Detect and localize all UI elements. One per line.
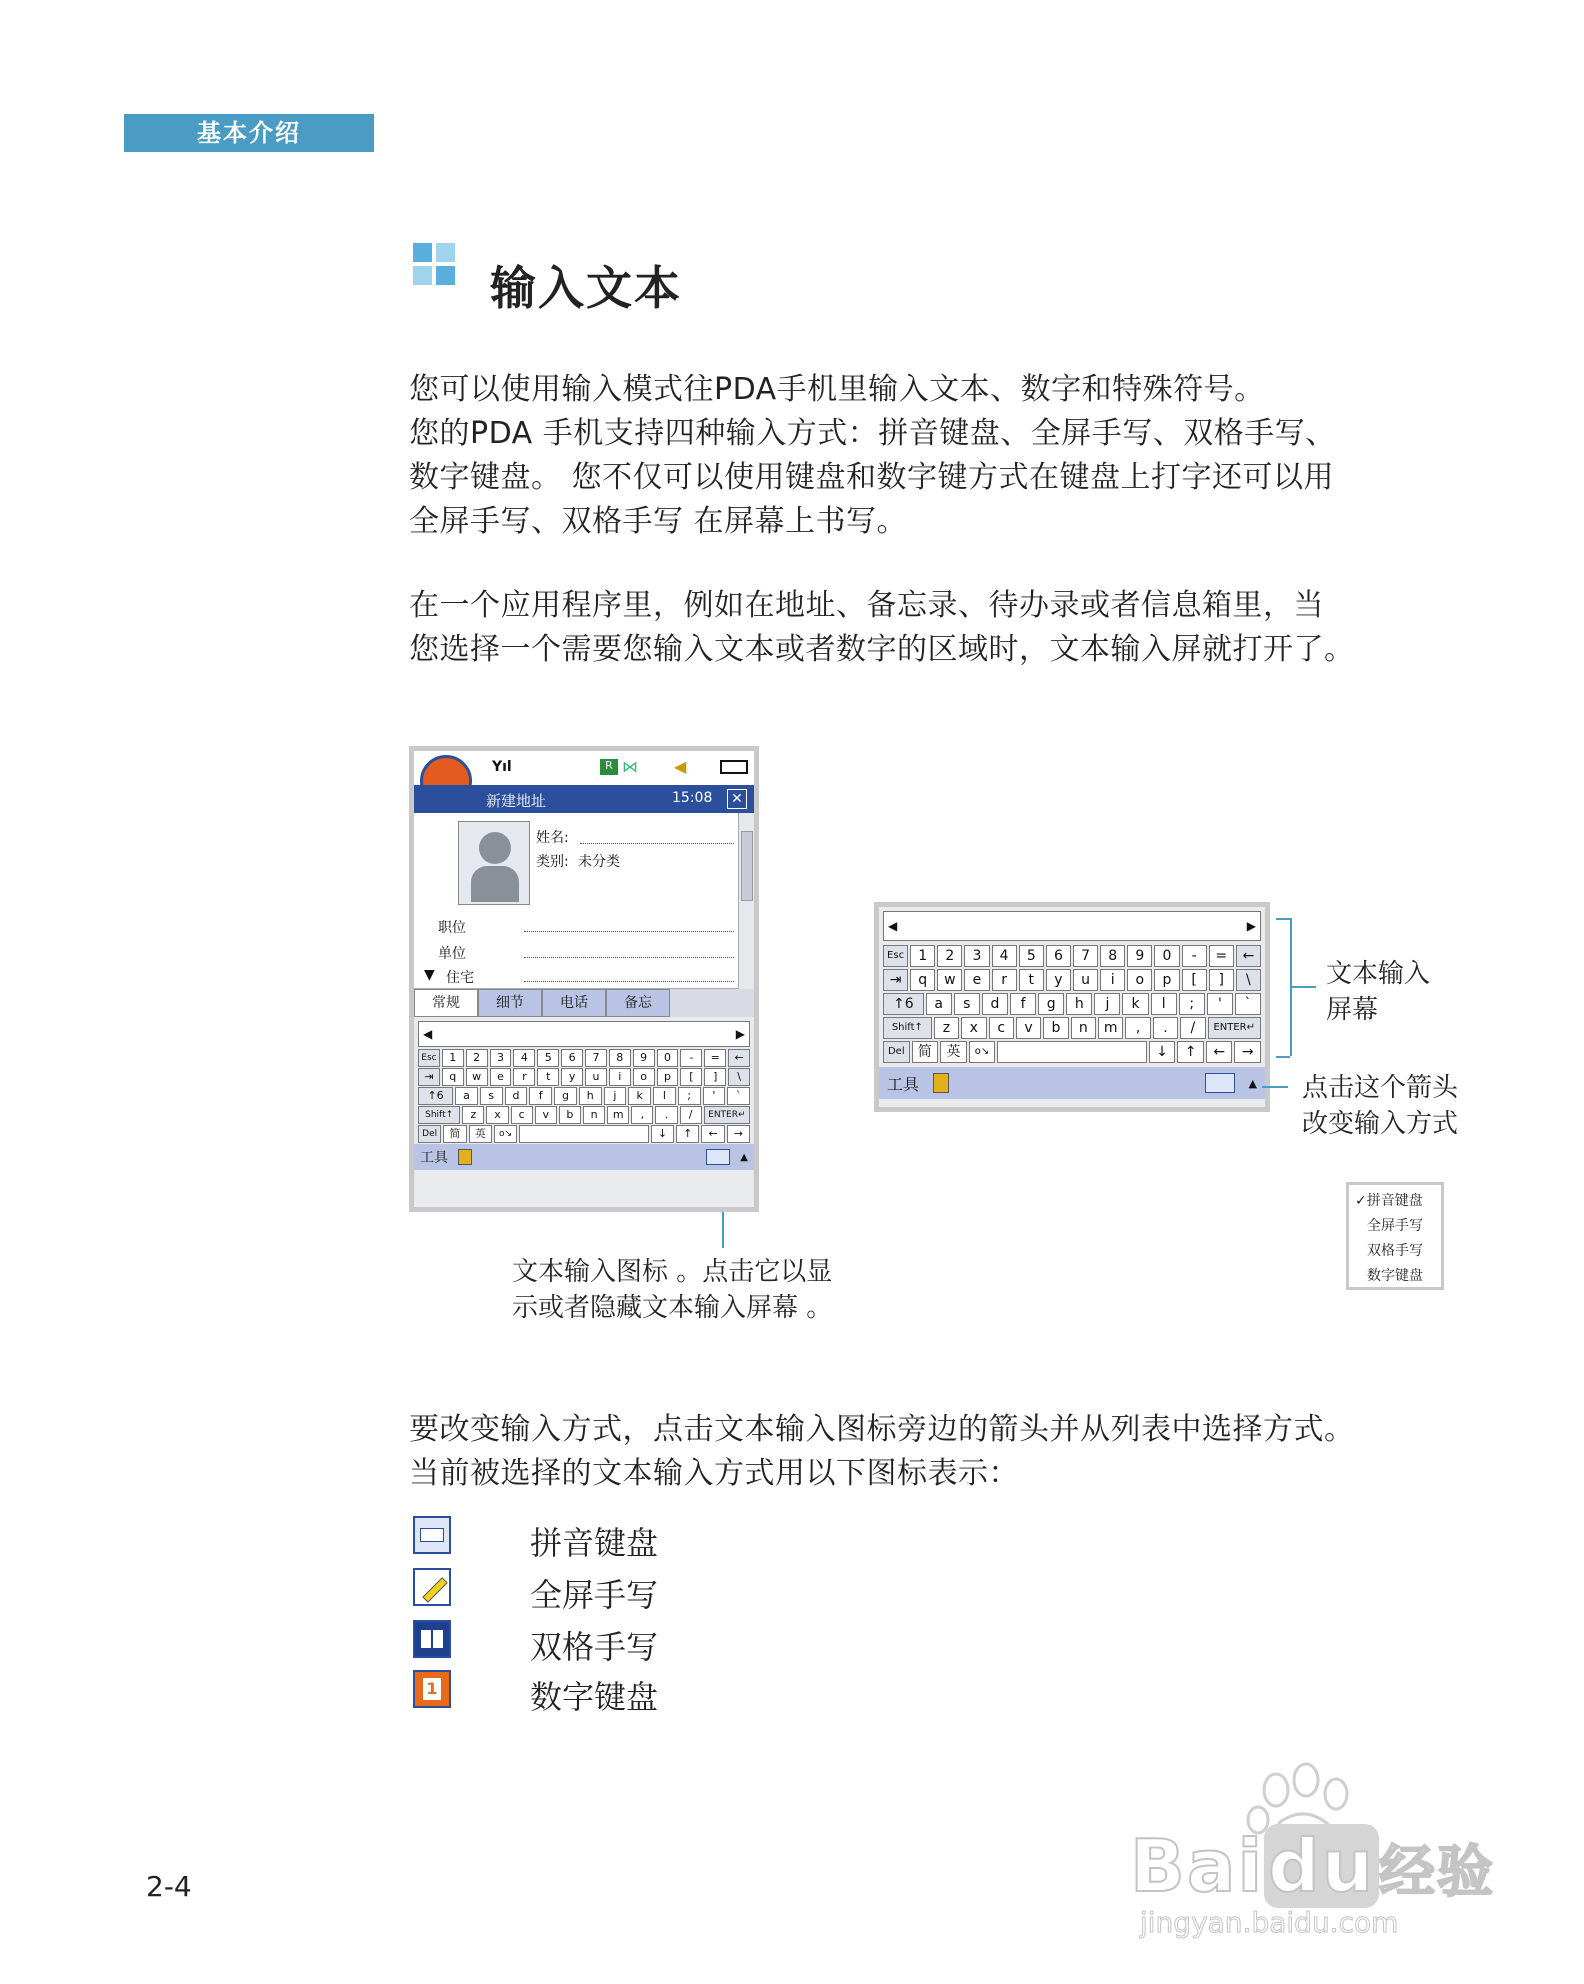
key[interactable]: f: [529, 1087, 552, 1105]
key[interactable]: w: [466, 1068, 488, 1086]
key[interactable]: ]: [1209, 969, 1234, 991]
tab-details[interactable]: 细节: [478, 989, 542, 1017]
key[interactable]: ENTER↵: [1208, 1017, 1261, 1039]
keyboard-icon[interactable]: [706, 1149, 730, 1165]
key[interactable]: h: [579, 1087, 602, 1105]
key[interactable]: ': [1207, 993, 1233, 1015]
key[interactable]: b: [559, 1106, 581, 1124]
key[interactable]: y: [1046, 969, 1071, 991]
key[interactable]: 4: [992, 945, 1017, 967]
intro-line-4: 全屏手写、双格手写 在屏幕上书写。: [409, 504, 908, 539]
bracket-top: [1276, 918, 1290, 920]
space-key[interactable]: [519, 1125, 649, 1143]
key[interactable]: ,: [631, 1106, 653, 1124]
key[interactable]: v: [535, 1106, 557, 1124]
key[interactable]: o: [1127, 969, 1152, 991]
phone-screenshot: [409, 746, 759, 1212]
tab-general[interactable]: 常规: [414, 989, 478, 1017]
numeric-icon: 1: [413, 1670, 451, 1708]
watermark-brand-2: du: [1264, 1824, 1379, 1908]
key[interactable]: k: [628, 1087, 651, 1105]
category-value[interactable]: 未分类: [578, 854, 620, 870]
watermark-url: jingyan.baidu.com: [1140, 1906, 1399, 1939]
method-dual-label: 双格手写: [530, 1628, 659, 1666]
key[interactable]: ,: [1125, 1017, 1150, 1039]
menu-option-pinyin[interactable]: ✓拼音键盘: [1355, 1193, 1423, 1209]
key[interactable]: \: [1236, 969, 1261, 991]
key[interactable]: →: [1234, 1041, 1261, 1063]
tools-menu[interactable]: 工具: [887, 1074, 920, 1094]
key[interactable]: 1: [910, 945, 935, 967]
key[interactable]: p: [657, 1068, 679, 1086]
key[interactable]: k: [1122, 993, 1148, 1015]
key[interactable]: l: [1151, 993, 1177, 1015]
menu-option-dual[interactable]: 双格手写: [1367, 1243, 1423, 1259]
home-field[interactable]: [524, 981, 734, 982]
trash-icon[interactable]: [933, 1073, 949, 1093]
key[interactable]: ⇥: [418, 1068, 440, 1086]
key[interactable]: \: [728, 1068, 750, 1086]
bluetooth-icon: ⋈: [622, 757, 638, 776]
key[interactable]: Esc: [418, 1049, 440, 1067]
page-title: 输入文本: [490, 261, 682, 315]
method-line-2: 当前被选择的文本输入方式用以下图标表示：: [409, 1456, 1019, 1491]
field-company-label: 单位: [438, 946, 466, 962]
key[interactable]: z: [462, 1106, 484, 1124]
key[interactable]: →: [727, 1125, 750, 1143]
key[interactable]: [: [680, 1068, 702, 1086]
key[interactable]: g: [1038, 993, 1064, 1015]
signal-icon: Yıl: [492, 759, 512, 775]
key[interactable]: 7: [1073, 945, 1098, 967]
baidu-watermark: [1130, 1760, 1510, 1940]
key[interactable]: 9: [1127, 945, 1152, 967]
intro-line-3: 数字键盘。 您不仅可以使用键盘和数字键方式在键盘上打字还可以用: [409, 460, 1335, 495]
key[interactable]: =: [1209, 945, 1234, 967]
key[interactable]: /: [680, 1106, 702, 1124]
context-line-1: 在一个应用程序里，例如在地址、备忘录、待办录或者信息箱里，当: [409, 588, 1324, 623]
key[interactable]: s: [954, 993, 980, 1015]
key[interactable]: 英: [940, 1041, 967, 1063]
key[interactable]: -: [1182, 945, 1207, 967]
key[interactable]: .: [655, 1106, 677, 1124]
key[interactable]: c: [989, 1017, 1014, 1039]
key[interactable]: ↑6: [418, 1087, 453, 1105]
key[interactable]: `: [727, 1087, 750, 1105]
key[interactable]: e: [490, 1068, 512, 1086]
tab-memo[interactable]: 备忘: [606, 989, 670, 1017]
arrow-callout-line: [1262, 1086, 1288, 1088]
bottom-toolbar: [414, 1144, 754, 1170]
key[interactable]: ENTER↵: [704, 1106, 750, 1124]
key[interactable]: u: [585, 1068, 607, 1086]
battery-icon: [720, 760, 748, 774]
key[interactable]: 5: [1019, 945, 1044, 967]
intro-line-2: 您的PDA 手机支持四种输入方式：拼音键盘、全屏手写、双格手写、: [409, 416, 1336, 451]
key[interactable]: m: [607, 1106, 629, 1124]
field-title-label: 职位: [438, 920, 466, 936]
key[interactable]: ↑6: [883, 993, 924, 1015]
name-field[interactable]: [580, 843, 734, 844]
key[interactable]: o: [633, 1068, 655, 1086]
chevron-down-icon[interactable]: ▼: [424, 967, 435, 983]
key[interactable]: 9: [633, 1049, 655, 1067]
key[interactable]: t: [1019, 969, 1044, 991]
key[interactable]: 8: [609, 1049, 631, 1067]
caret-up-icon[interactable]: ▲: [1248, 1076, 1257, 1090]
menu-option-fullscreen[interactable]: 全屏手写: [1367, 1218, 1423, 1234]
pencil-icon: [413, 1568, 451, 1606]
key[interactable]: l: [653, 1087, 676, 1105]
key[interactable]: x: [486, 1106, 508, 1124]
heading-icon: [413, 243, 457, 287]
bottom-toolbar: [879, 1067, 1265, 1099]
space-key[interactable]: [997, 1041, 1146, 1063]
input-method-menu: [1346, 1182, 1444, 1290]
roaming-icon: R: [600, 759, 618, 775]
key[interactable]: `: [1235, 993, 1261, 1015]
tools-menu[interactable]: 工具: [420, 1150, 448, 1166]
key[interactable]: u: [1073, 969, 1098, 991]
watermark-brand: Bai: [1130, 1824, 1265, 1908]
candidate-bar[interactable]: [418, 1021, 750, 1047]
key[interactable]: 8: [1100, 945, 1125, 967]
arrow-hint-line-2: 改变输入方式: [1302, 1109, 1459, 1139]
key[interactable]: n: [583, 1106, 605, 1124]
key[interactable]: 0: [657, 1049, 679, 1067]
key[interactable]: Shift↑: [418, 1106, 460, 1124]
status-bar: [414, 751, 754, 785]
watermark-cn: 经验: [1378, 1840, 1495, 1905]
key[interactable]: m: [1098, 1017, 1123, 1039]
key[interactable]: ←: [1236, 945, 1261, 967]
scrollbar[interactable]: [738, 813, 754, 989]
bracket-bottom: [1276, 1056, 1290, 1058]
key[interactable]: i: [609, 1068, 631, 1086]
key[interactable]: ;: [678, 1087, 701, 1105]
method-pinyin-label: 拼音键盘: [530, 1524, 659, 1562]
key[interactable]: d: [982, 993, 1008, 1015]
key[interactable]: Del: [418, 1125, 441, 1143]
key[interactable]: v: [1016, 1017, 1041, 1039]
page-number: 2-4: [146, 1870, 192, 1903]
key[interactable]: /: [1180, 1017, 1205, 1039]
mini-keyboard: [414, 1049, 754, 1143]
intro-line-1: 您可以使用输入模式往PDA手机里输入文本、数字和特殊符号。: [409, 372, 1265, 407]
key[interactable]: 5: [537, 1049, 559, 1067]
close-icon[interactable]: ✕: [727, 789, 747, 809]
key[interactable]: j: [1094, 993, 1120, 1015]
avatar[interactable]: [458, 821, 530, 905]
key[interactable]: ;: [1179, 993, 1205, 1015]
bracket-pointer: [1292, 986, 1316, 988]
key[interactable]: ↓: [1149, 1041, 1176, 1063]
arrow-right-icon[interactable]: ▶: [735, 1027, 745, 1041]
method-line-1: 要改变输入方式，点击文本输入图标旁边的箭头并从列表中选择方式。: [409, 1412, 1355, 1447]
arrow-left-icon[interactable]: ◀: [888, 919, 898, 933]
key[interactable]: ←: [728, 1049, 750, 1067]
key[interactable]: 4: [513, 1049, 535, 1067]
key[interactable]: s: [480, 1087, 503, 1105]
arrow-hint-line-1: 点击这个箭头: [1302, 1073, 1459, 1103]
screen-label-line-2: 屏幕: [1326, 995, 1379, 1025]
key[interactable]: 简: [443, 1125, 466, 1143]
contact-form: [414, 813, 754, 989]
key[interactable]: o↘: [969, 1041, 996, 1063]
key[interactable]: a: [926, 993, 952, 1015]
key[interactable]: i: [1100, 969, 1125, 991]
key[interactable]: ←: [701, 1125, 724, 1143]
key[interactable]: 英: [469, 1125, 492, 1143]
key[interactable]: 7: [585, 1049, 607, 1067]
key[interactable]: ↑: [1177, 1041, 1204, 1063]
key[interactable]: ⇥: [883, 969, 908, 991]
arrow-left-icon[interactable]: ◀: [423, 1027, 433, 1041]
category-label: 类别:: [536, 854, 569, 870]
key[interactable]: d: [505, 1087, 528, 1105]
key[interactable]: 6: [561, 1049, 583, 1067]
keyboard-icon: [413, 1516, 451, 1554]
key[interactable]: 3: [490, 1049, 512, 1067]
caret-up-icon[interactable]: ▲: [740, 1151, 748, 1163]
section-tab: 基本介绍: [124, 114, 374, 152]
key[interactable]: Esc: [883, 945, 908, 967]
field-home-label: 住宅: [446, 970, 474, 986]
arrow-right-icon[interactable]: ▶: [1246, 919, 1256, 933]
title-field[interactable]: [524, 931, 734, 932]
screen-label-line-1: 文本输入: [1326, 959, 1431, 989]
method-fullscreen-label: 全屏手写: [530, 1576, 659, 1614]
name-label: 姓名:: [536, 830, 569, 846]
context-line-2: 您选择一个需要您输入文本或者数字的区域时，文本输入屏就打开了。: [409, 632, 1355, 667]
key[interactable]: f: [1010, 993, 1036, 1015]
key[interactable]: 2: [937, 945, 962, 967]
key[interactable]: h: [1066, 993, 1092, 1015]
tab-phone[interactable]: 电话: [542, 989, 606, 1017]
key[interactable]: g: [554, 1087, 577, 1105]
company-field[interactable]: [524, 957, 734, 958]
key[interactable]: ↓: [651, 1125, 674, 1143]
key[interactable]: ↑: [676, 1125, 699, 1143]
key[interactable]: n: [1071, 1017, 1096, 1039]
key[interactable]: 3: [964, 945, 989, 967]
icon-hint-line-1: 文本输入图标 。点击它以显: [512, 1257, 833, 1287]
dual-box-icon: [413, 1620, 451, 1658]
key[interactable]: w: [937, 969, 962, 991]
key[interactable]: -: [680, 1049, 702, 1067]
key[interactable]: 6: [1046, 945, 1071, 967]
key[interactable]: q: [910, 969, 935, 991]
keyboard-icon[interactable]: [1205, 1073, 1235, 1093]
menu-option-numeric[interactable]: 数字键盘: [1367, 1268, 1423, 1284]
key[interactable]: z: [934, 1017, 959, 1039]
key[interactable]: j: [604, 1087, 627, 1105]
key[interactable]: r: [513, 1068, 535, 1086]
icon-hint-line-2: 示或者隐藏文本输入屏幕 。: [512, 1293, 833, 1323]
key[interactable]: Shift↑: [883, 1017, 932, 1039]
key[interactable]: t: [537, 1068, 559, 1086]
key[interactable]: y: [561, 1068, 583, 1086]
candidate-bar[interactable]: [883, 911, 1261, 941]
key[interactable]: r: [992, 969, 1017, 991]
trash-icon[interactable]: [458, 1149, 472, 1165]
key[interactable]: 1: [442, 1049, 464, 1067]
key[interactable]: .: [1153, 1017, 1178, 1039]
key[interactable]: p: [1154, 969, 1179, 991]
window-title: 新建地址: [486, 792, 547, 810]
key[interactable]: ]: [704, 1068, 726, 1086]
key[interactable]: c: [511, 1106, 533, 1124]
key[interactable]: q: [442, 1068, 464, 1086]
key[interactable]: [: [1182, 969, 1207, 991]
key[interactable]: Del: [883, 1041, 910, 1063]
title-bar: [414, 785, 754, 813]
key[interactable]: 0: [1154, 945, 1179, 967]
key[interactable]: a: [455, 1087, 478, 1105]
key[interactable]: ←: [1206, 1041, 1233, 1063]
key[interactable]: b: [1043, 1017, 1068, 1039]
clock: 15:08: [672, 790, 713, 806]
key[interactable]: o↘: [494, 1125, 517, 1143]
speaker-icon: ◀: [674, 757, 687, 776]
tab-bar: [414, 989, 754, 1017]
key[interactable]: ': [703, 1087, 726, 1105]
callout-line: [722, 1212, 724, 1248]
method-numeric-label: 数字键盘: [530, 1678, 659, 1716]
key[interactable]: 简: [912, 1041, 939, 1063]
key[interactable]: =: [704, 1049, 726, 1067]
keyboard-screenshot: [874, 902, 1270, 1112]
key[interactable]: 2: [466, 1049, 488, 1067]
key[interactable]: e: [964, 969, 989, 991]
key[interactable]: x: [961, 1017, 986, 1039]
